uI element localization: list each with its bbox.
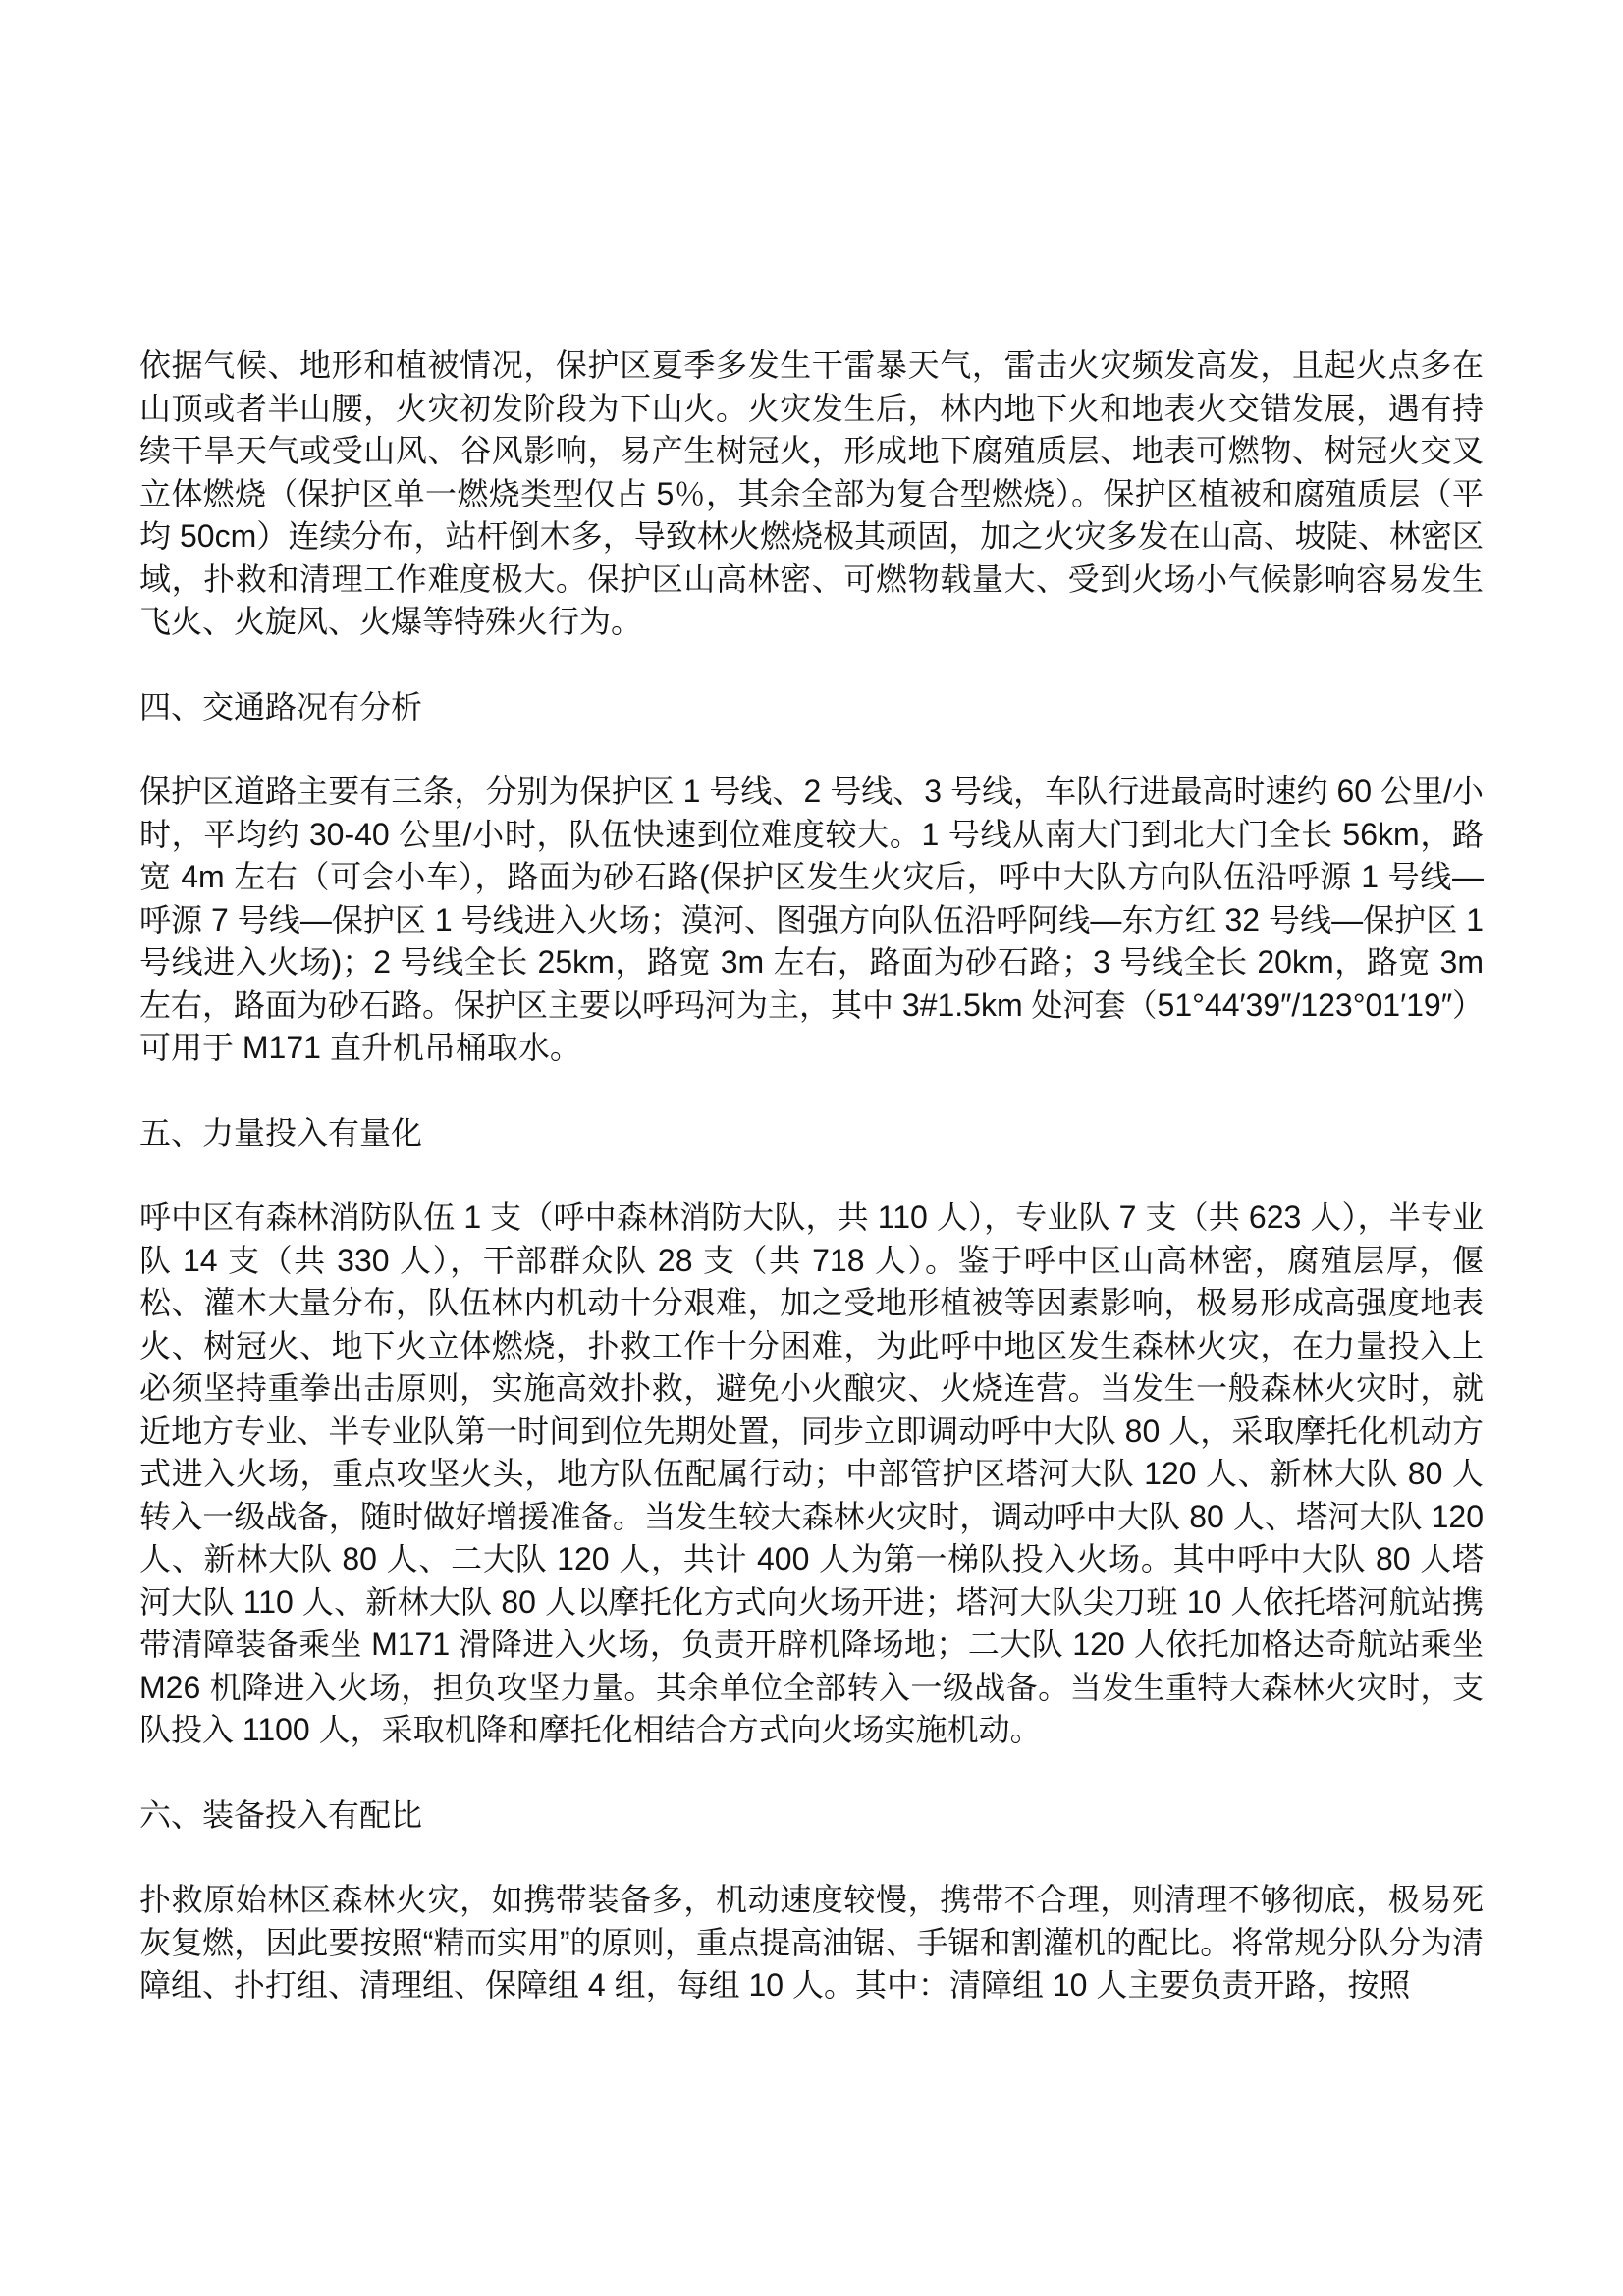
heading-section-four-traffic: 四、交通路况有分析 bbox=[139, 688, 423, 724]
heading-section-five-forces: 五、力量投入有量化 bbox=[139, 1114, 423, 1150]
paragraph-equipment-ratio: 扑救原始林区森林火灾，如携带装备多，机动速度较慢，携带不合理，则清理不够彻底，极易死灰复燃，因此要按照“精而实用”的原则，重点提高油锯、手锯和割灌机的配比。将常规分队分为清障组、扑打组、清理组、保障组 4 组，每组 10 人。其中：清障组 10 人主要负责开路，按照 bbox=[139, 1882, 1484, 2002]
paragraph-traffic-roads: 保护区道路主要有三条，分别为保护区 1 号线、2 号线、3 号线，车队行进最高时速约 60 公里/小时，平均约 30-40 公里/小时，队伍快速到位难度较大。1 号线从南大门到北大门全长 56km，路宽 4m 左右（可会小车），路面为砂石路(保护区发生火灾后，呼中大队方向队伍沿呼源 1 号线—呼源 7 号线—保护区 1 号线进入火场；漠河、图强方向队伍沿呼阿线—东方红 32 号线—保护区 1 号线进入火场)；2 号线全长 25km，路宽 3m 左右，路面为砂石路；3 号线全长 20km，路宽 3m 左右，路面为砂石路。保护区主要以呼玛河为主，其中 3#1.5km 处河套（51°44′39″/123°01′19″）可用于 M171 直升机吊桶取水。 bbox=[139, 774, 1485, 1065]
paragraph-force-deployment: 呼中区有森林消防队伍 1 支（呼中森林消防大队，共 110 人），专业队 7 支（共 623 人），半专业队 14 支（共 330 人），干部群众队 28 支（共 718 人）。鉴于呼中区山高林密，腐殖层厚，偃松、灌木大量分布，队伍林内机动十分艰难，加之受地形植被等因素影响，极易形成高强度地表火、树冠火、地下火立体燃烧，扑救工作十分困难，为此呼中地区发生森林火灾，在力量投入上必须坚持重拳出击原则，实施高效扑救，避免小火酿灾、火烧连营。当发生一般森林火灾时，就近地方专业、半专业队第一时间到位先期处置，同步立即调动呼中大队 80 人，采取摩托化机动方式进入火场，重点攻坚火头，地方队伍配属行动；中部管护区塔河大队 120 人、新林大队 80 人转入一级战备，随时做好增援准备。当发生较大森林火灾时，调动呼中大队 80 人、塔河大队 120 人、新林大队 80 人、二大队 120 人，共计 400 人为第一梯队投入火场。其中呼中大队 80 人塔河大队 110 人、新林大队 80 人以摩托化方式向火场开进；塔河大队尖刀班 10 人依托塔河航站携带清障装备乘坐 M171 滑降进入火场，负责开辟机降场地；二大队 120 人依托加格达奇航站乘坐 M26 机降进入火场，担负攻坚力量。其余单位全部转入一级战备。当发生重特大森林火灾时，支队投入 1100 人，采取机降和摩托化相结合方式向火场实施机动。 bbox=[139, 1200, 1484, 1747]
paragraph-fire-behavior-analysis: 依据气候、地形和植被情况，保护区夏季多发生干雷暴天气，雷击火灾频发高发，且起火点多在山顶或者半山腰，火灾初发阶段为下山火。火灾发生后，林内地下火和地表火交错发展，遇有持续干旱天气或受山风、谷风影响，易产生树冠火，形成地下腐殖质层、地表可燃物、树冠火交叉立体燃烧（保护区单一燃烧类型仅占 5％，其余全部为复合型燃烧）。保护区植被和腐殖质层（平均 50cm）连续分布，站杆倒木多，导致林火燃烧极其顽固，加之火灾多发在山高、坡陡、林密区域，扑救和清理工作难度极大。保护区山高林密、可燃物载量大、受到火场小气候影响容易发生飞火、火旋风、火爆等特殊火行为。 bbox=[139, 347, 1484, 639]
heading-section-six-equipment: 六、装备投入有配比 bbox=[139, 1796, 423, 1833]
